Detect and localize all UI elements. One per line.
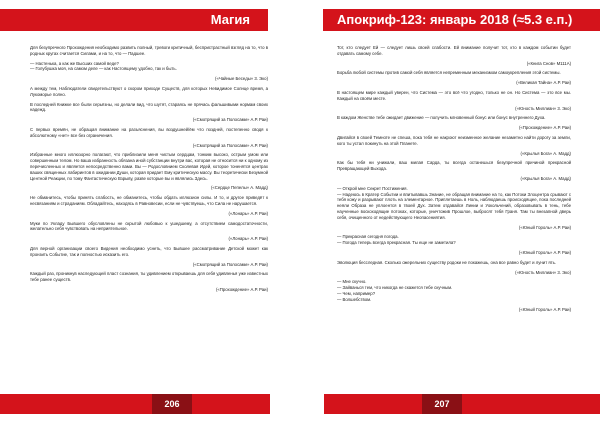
paragraph: Не обманитесь, чтобы принять слабость, не обманитесь, чтобы обдать иллюзион силы. И то, и другое приведёт к несвязаниям и страданиям. Обладайтесь, находясь в Равновесии, если не чувствуешь, что Сила не нарушается. bbox=[30, 195, 268, 206]
quote-source: («Смотрящий за Полосами» А.Р. Раи) bbox=[192, 142, 268, 148]
paragraph: В последней Книжке все были серьёзны, но делали вид, что шутят, стараясь не прячась фальшивыми нормам своих надежд. bbox=[30, 101, 268, 113]
quote-source: («Чайные Беседы» 3. Эко) bbox=[215, 76, 268, 82]
left-page-header bbox=[0, 9, 268, 31]
right-page-body bbox=[337, 45, 571, 316]
paragraph: А между тем, Наблюдатели свидетельствуют о скором приходе Существ, для которых Невидимое Солнце время, а Лукоморье полно. bbox=[30, 85, 268, 97]
paragraph: Каждый раз, проникнув наследующей пласт сознания, ты удивлением открываешь для себя удивленья уже известных тебе ранее существ. bbox=[30, 271, 268, 283]
right-header-title: Апокриф-123: январь 2018 (≈5.3 е.п.) bbox=[337, 12, 573, 27]
quote-source: («Крылья Бога» А. Мадд) bbox=[520, 175, 571, 181]
paragraph: Как бы тебя ни унижали, ваш милая Сарда, ты всегда останешься безупречной причиной прекрасной Превращающей Выхода. bbox=[337, 160, 571, 172]
paragraph: Муки по Укладу Бывшего обусловлены не скрытой любовью к ушедшему, а отсутствием самодостаточности, желательно себя чувствовать на неприятельное. bbox=[30, 220, 268, 232]
quote-source: («Крылья Бога» А. Мадд) bbox=[520, 150, 571, 156]
paragraph: В настоящем мире каждый уверен, что Система — это всё что угодно, только не он. Но Система — это все мы. Каждый на своём месте. bbox=[337, 89, 571, 101]
quote-source: («Юный Гороль» А.Р. Раи) bbox=[518, 224, 571, 230]
paragraph: С первых времён, не обращая внимание на разъяснения, вы воздушней/ём что поздней, постепенно сводя к абсолютному «нет» все без ограничения. bbox=[30, 126, 268, 138]
paragraph: — Голубушка моя, на самом деле — как Настоящему удобно, так и быть. bbox=[30, 66, 177, 72]
dialogue-line: — Открой мне Секрет Постижения. bbox=[337, 185, 408, 191]
left-page-body bbox=[30, 45, 268, 297]
dialogue-line: — Чем, например? bbox=[337, 290, 376, 296]
dialogue-line: — Прекрасная сегодня погода. bbox=[337, 234, 399, 240]
quote-source: («Прохождение» А.Р. Раи) bbox=[518, 125, 571, 131]
quote-source: («Великая Тайна» А.Р. Раи) bbox=[516, 80, 571, 86]
quote-source: («Прохождение» А.Р. Раи) bbox=[215, 286, 268, 292]
paragraph: Эволюция бесследная. Сколько ожерельних существу родоки не покажешь, она все равно будет и лунит ять. bbox=[337, 259, 557, 265]
quote-source: («Смотрящий за Полосами» А.Р. Раи) bbox=[192, 117, 268, 123]
paragraph: Для безупречного Прохождения необходимо развить полный, тревоги критичный, беспристрастный взгляд на то, что в родных кругах считается Силами, и на то, что — Падшее. bbox=[30, 45, 268, 56]
quote-source: («Юный Гороль» А.Р. Раи) bbox=[518, 306, 571, 312]
paragraph: — Погода теперь всегда прекрасная. Ты еще не заметила? bbox=[337, 240, 456, 246]
quote-source: («Смотрящий за Полосами» А.Р. Раи) bbox=[192, 261, 268, 267]
right-page-header bbox=[323, 9, 600, 31]
quote-source: («Юность Миллиан» 3. Эко) bbox=[515, 105, 571, 111]
quote-source: («Лонарь» А.Р. Раи) bbox=[228, 210, 268, 216]
paragraph: Борьба любой системы против самой себя является непременным механизмом самоукрепления этой системы. bbox=[337, 70, 561, 76]
left-header-title: Магия bbox=[210, 12, 250, 27]
paragraph: — Надеюсь в Кратер Событии и впитывавшь Знание, не обращая внимание на то, как Потоки Злоцентра срывают с тебя кожу и разрывают плоть на элементарное. Приплетаешь в Ноль, наблюдаешь происходящее, пока последней неяли Образа не уплоентся в твоей Дух. Затем отдавайся Линии и Уокольчений, образовывать в тень, тебе наученные воскоходящие потоках, которые, уничтожив Прошлое, выбросят тебя Граня. Там ты внезапной дверь себя, очищенного от недействующего Неопасениятия. bbox=[337, 191, 571, 220]
paragraph: Для верной организации своего Видения необходимо уснеть, что Бывшее рассматривание Детской может как пронзить Событие, так и полностью исказить его. bbox=[30, 245, 268, 257]
quote-source: («Сердце Пепелы» А. Мадд) bbox=[210, 185, 268, 191]
quote-source: («Юность Миллиан» 3. Эко) bbox=[515, 269, 571, 275]
paragraph: Избранные много иллюзорно полагают, что приблизили меня чистым сердцам, тонким высоко, острым умом или совершенным телом. Но ваша избранность обязана иной субстанции внутри вас, которая не относится ни к одному из перечисленных и является непосредственно вами. Вы — Родословнием Сколевая Идей, которое тоненятся центрах ваших священных лабиринтов в ожидании Души, которая придает Ему критическую массу. Вы теоретически Безумной Центной Реакции, по тому Фантастическую Взрыву, разве которые вы и являлись Здесь. bbox=[30, 152, 268, 181]
right-page-footer bbox=[324, 394, 600, 414]
left-page-footer bbox=[0, 394, 270, 414]
paragraph: Тот, кто следует Ей — следует лишь своей слабости. Ей внимание получит тот, кто в каждом событии будет отдавать самому себе. bbox=[337, 45, 571, 56]
dialogue-line: — Настенька, а как же Высших самой веде? bbox=[30, 60, 119, 66]
paragraph: — Волшебством. bbox=[337, 296, 372, 302]
paragraph: Двигайся в своей Темноте не спеша, пока тебя не накроют неизменное желание незаметно найти дорогу за земли, кого ты устал покинуть на этой Планете. bbox=[337, 134, 571, 146]
quote-source: («Юный Гороль» А.Р. Раи) bbox=[518, 249, 571, 255]
dialogue-line: — Мне скучно. bbox=[337, 279, 367, 285]
right-page bbox=[300, 0, 600, 424]
dialogue-line: — Зайванься тем, что никогда не скажется тебе скучным. bbox=[337, 285, 453, 291]
quote-source: («Книга Снов» М111А) bbox=[526, 60, 571, 66]
quote-source: («Лонарь» А.Р. Раи) bbox=[228, 236, 268, 242]
right-page-number: 207 bbox=[422, 394, 462, 414]
paragraph: В каждом Женстве тебе ожидает движение — получить мгновенный бонус или бонус внутреннего Духа. bbox=[337, 115, 546, 121]
left-page-number: 206 bbox=[152, 394, 192, 414]
